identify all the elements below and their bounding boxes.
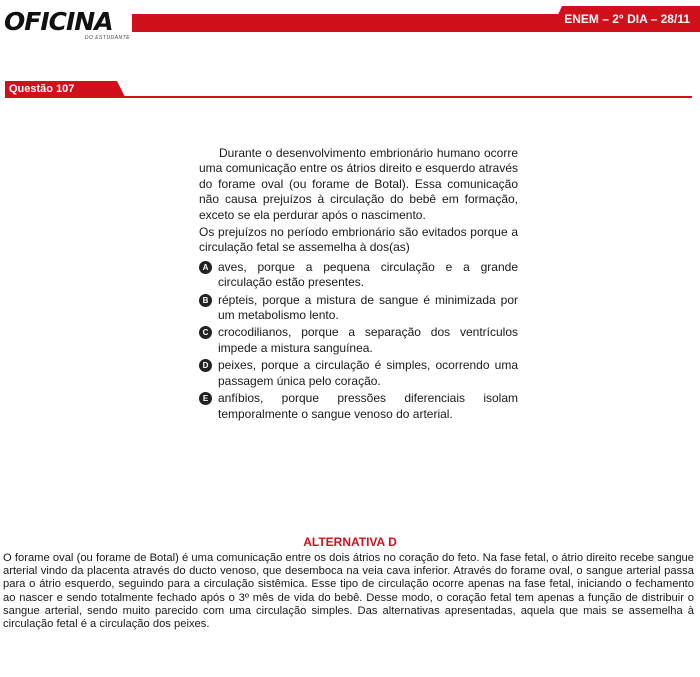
option-letter: D [199,359,212,372]
answer-title: ALTERNATIVA D [303,535,397,549]
question-box [199,146,518,424]
option-text: crocodilianos, porque a separação dos ventrículos impede a mistura sanguínea. [218,325,518,355]
option-list [199,260,518,422]
option-text: anfíbios, porque pressões diferenciais isolam temporalmente o sangue venoso do arterial. [218,391,518,421]
answer-explanation: O forame oval (ou forame de Botal) é uma comunicação entre os dois átrios no coração do feto. Na fase fetal, o átrio direito recebe sangue arterial vindo da placenta através do ducto venoso, que desemboca na veia cava inferior. Através do forame oval, o sangue arterial passa para o átrio esquerdo, seguindo para a circulação sistêmica. Esse tipo de circulação ocorre apenas na fase fetal, iniciando o fechamento ao nascer e sendo totalmente fechado após o 3º mês de vida do bebê. Desse modo, o coração fetal tem apenas a função de distribuir o sangue arterial, sendo muito parecido com uma circulação simples. Das alternativas apresentadas, aquela que mais se assemelha à circulação fetal é a circulação dos peixes. [3,552,694,631]
question-label: Questão 107 [9,83,75,95]
question-stem: Os prejuízos no período embrionário são evitados porque a circulação fetal se assemelha à dos(as) [199,225,518,255]
option-text: peixes, porque a circulação é simples, ocorrendo uma passagem única pelo coração. [218,358,518,388]
option-d [199,358,518,389]
option-text: aves, porque a pequena circulação e a grande circulação estão presentes. [218,259,518,290]
option-c [199,325,518,356]
question-intro: Durante o desenvolvimento embrionário humano ocorre uma comunicação entre os átrios direito e esquerdo através do forame oval (ou forame de Botal). Essa comunicação não causa prejuízos à circulação do bebê em formação, exceto se ela perdurar após o nascimento. [199,146,518,222]
logo [4,8,134,40]
question-divider [5,96,692,98]
option-a [199,260,518,291]
option-letter: C [199,326,212,339]
logo-text: OFICINA [4,7,113,36]
option-text: répteis, porque a mistura de sangue é minimizada por um metabolismo lento. [218,292,518,323]
option-e [199,391,518,422]
option-letter: A [199,261,212,274]
logo-subtitle: DO ESTUDANTE [84,35,130,41]
option-b [199,293,518,324]
option-letter: E [199,392,212,405]
exam-label: ENEM – 2° DIA – 28/11 [564,12,690,26]
option-letter: B [199,294,212,307]
